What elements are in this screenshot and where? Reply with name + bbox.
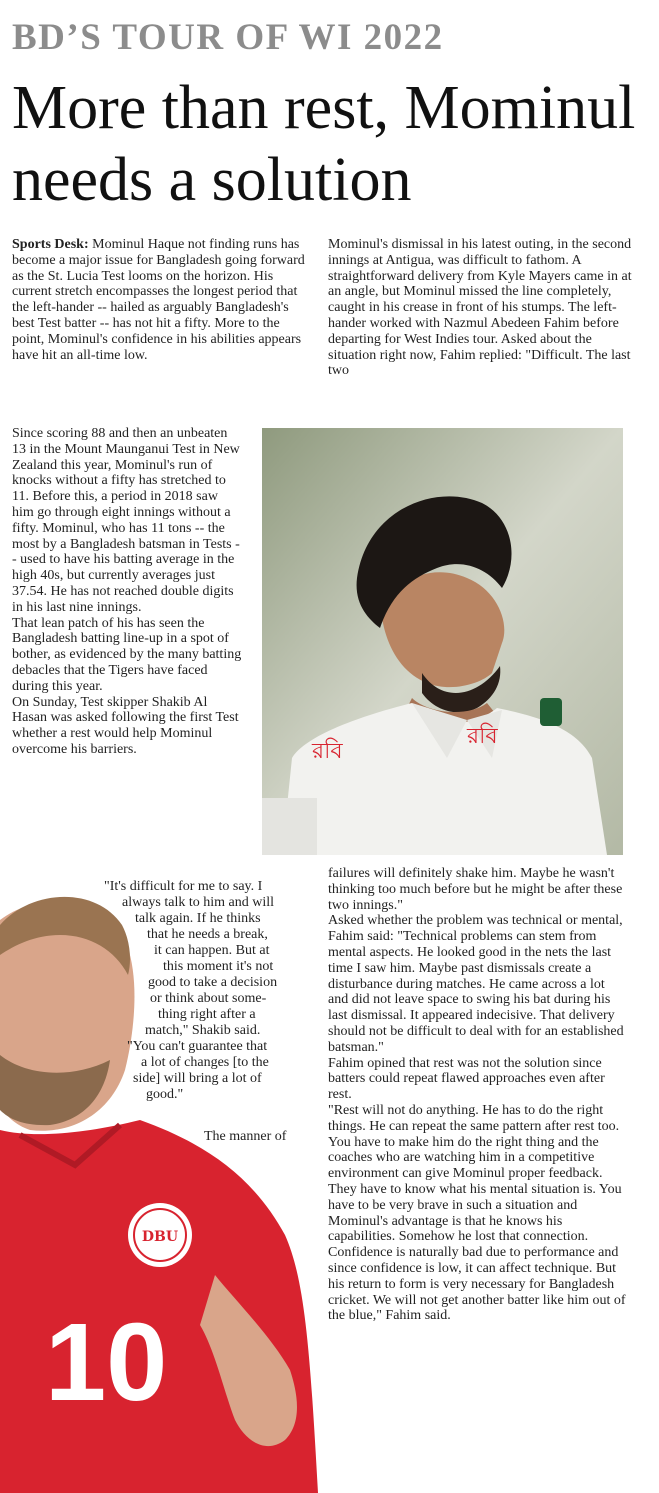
paragraph: Fahim opined that rest was not the solution since batters could repeat flawed approaches even after rest.: [328, 1055, 605, 1103]
quote-line: that he needs a break,: [147, 927, 268, 942]
bcb-crest-icon: [540, 698, 562, 726]
quote-line: it can happen. But at: [154, 943, 270, 958]
paragraph: Since scoring 88 and then an unbeaten 13 in the Mount Maunganui Test in New Zealand this year, Mominul's run of knocks without a fifty has stretched to 11. Before this, a period in 2018 saw him go through eight innings without a fifty. Mominul, who has 11 tons -- the most by a Bangladesh batsman in Tests -- used to have his batting average in the high 40s, but currently averages just 37.54. He has not reached double digits in his last nine innings.: [12, 426, 240, 615]
article-column-1-narrow: [12, 426, 242, 758]
article-column-2: [328, 237, 633, 379]
sponsor-logo: রবি: [467, 724, 498, 749]
quote-line: match," Shakib said.: [145, 1023, 261, 1038]
quote-line: "You can't guarantee that: [127, 1039, 268, 1054]
paragraph: That lean patch of his has seen the Bangladesh batting line-up in a spot of bother, as evidenced by the many batting debacles that the Tigers have faced during this year.: [12, 615, 242, 694]
paragraph-text: Mominul Haque not finding runs has become a major issue for Bangladesh going forward as the St. Lucia Test looms on the horizon. His current stretch encompasses the longest period that the left-hander -- hailed as arguably Bangladesh's best Test batter -- has not hit a fifty. More to the point, Mominul's confidence in his abilities appears have hit an all-time low.: [12, 237, 305, 363]
paragraph: failures will definitely shake him. Maybe he wasn't thinking too much before but he might be after these two innings.": [328, 866, 623, 913]
headline-line-1: More than rest, Mominul: [12, 74, 636, 142]
section-kicker: BD’S TOUR OF WI 2022: [12, 17, 444, 58]
mominul-photo: [262, 428, 623, 855]
headline-line-2: needs a solution: [12, 146, 412, 214]
paragraph: Asked whether the problem was technical or mental, Fahim said: "Technical problems can stem from mental aspects. He looked good in the nets the last time I saw him. Maybe past dismissals create a disturbance during matches. He came across a lot and did not leave space to swing his bat during his last dismissal. It appeared indecisive. That delivery should not be difficult to deal with for an established batsman.": [328, 913, 624, 1055]
sponsor-logo-sleeve: রবি: [312, 739, 343, 764]
quote-line: The manner of: [204, 1129, 287, 1144]
quote-line: good.": [146, 1087, 184, 1102]
quote-line: good to take a decision: [148, 975, 278, 990]
paragraph: "Rest will not do anything. He has to do the right things. He can repeat the same pattern after rest too. You have to make him do the right thing and the coaches who are watching him in a competitive environment can give Mominul proper feedback. They have to know what his mental situation is. You have to be very brave in such a situation and Mominul's advantage is that he knows his capabilities. Somehow he lost that connection. Confidence is naturally bad due to performance and since confidence is low, it can affect technique. But his return to form is very necessary for Bangladesh cricket. We will not get another batter like him out of the blue," Fahim said.: [328, 1102, 626, 1324]
paragraph: [12, 237, 307, 363]
paragraph: Mominul's dismissal in his latest outing, in the second innings at Antigua, was difficult to fathom. A straightforward delivery from Kyle Mayers came in at an angle, but Mominul missed the line completely, caught in his crease in front of his stumps. The left-hander worked with Nazmul Abedeen Fahim before departing for West Indies tour. Asked about the situation right now, Fahim replied: "Difficult. The last two: [328, 237, 632, 379]
quote-line: "It's difficult for me to say. I: [104, 879, 263, 894]
headline: [12, 72, 652, 216]
byline-lead: Sports Desk:: [12, 237, 89, 252]
jersey-number: 10: [45, 1301, 168, 1424]
article-column-1: [12, 237, 307, 363]
quote-line: this moment it's not: [163, 959, 274, 974]
quote-line: a lot of changes [to the: [141, 1055, 269, 1070]
article-column-2-lower: [328, 866, 628, 1324]
paragraph: On Sunday, Test skipper Shakib Al Hasan was asked following the first Test whether a rest would help Mominul overcome his barriers.: [12, 694, 239, 757]
quote-line: thing right after a: [158, 1007, 256, 1022]
quote-line: always talk to him and will: [122, 895, 275, 910]
quote-line: or think about some-: [150, 991, 267, 1006]
quote-line: talk again. If he thinks: [135, 911, 261, 926]
crest-text: DBU: [141, 1229, 179, 1245]
mominul-illustration: [262, 428, 623, 855]
quote-line: side] will bring a lot of: [133, 1071, 262, 1086]
